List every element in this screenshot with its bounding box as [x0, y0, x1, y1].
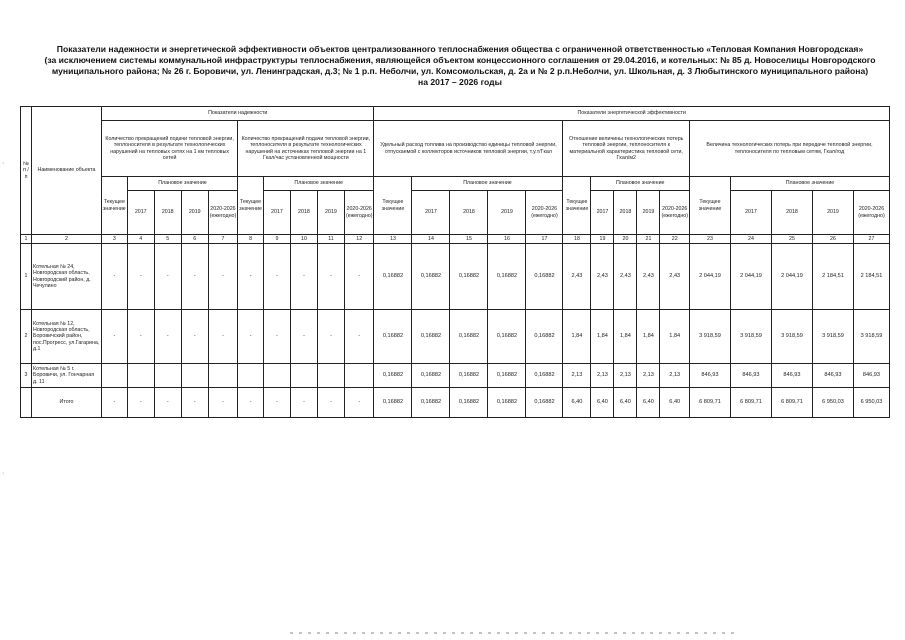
loss-ratio-cell: 2,13 [614, 364, 637, 388]
loss-ratio-cell: 6,40 [591, 388, 614, 418]
year-2019: 2019 [317, 191, 344, 235]
row-name: Итого [32, 388, 102, 418]
fuel-rate-cell: 0,16882 [374, 364, 412, 388]
col-num: 19 [591, 235, 614, 244]
table-row [21, 310, 890, 364]
col-num: 15 [450, 235, 488, 244]
scan-mark: · [2, 470, 5, 477]
fuel-rate-cell: 0,16882 [374, 310, 412, 364]
loss-ratio-cell: 2,43 [660, 244, 690, 310]
col-num: 20 [614, 235, 637, 244]
year-2020-2026: 2020-2026 (ежегодно) [344, 191, 374, 235]
reliability-cell [317, 364, 344, 388]
fuel-rate-cell: 0,16882 [526, 364, 563, 388]
loss-volume-cell: 6 809,71 [730, 388, 771, 418]
loss-ratio-cell: 2,43 [637, 244, 660, 310]
fuel-rate-cell: 0,16882 [412, 244, 450, 310]
scan-artifact [290, 632, 740, 634]
header-num: № п / п [21, 107, 32, 235]
fuel-rate-cell: 0,16882 [526, 310, 563, 364]
loss-ratio-cell: 6,40 [563, 388, 591, 418]
header-eff3: Величина технологических потерь при передаче тепловой энергии, теплоносителя по тепловым сетям, Гкал/год [689, 121, 889, 177]
reliability-cell: - [263, 244, 290, 310]
year-2017: 2017 [730, 191, 771, 235]
loss-volume-cell: 3 918,59 [771, 310, 812, 364]
loss-ratio-cell: 2,43 [614, 244, 637, 310]
col-num: 26 [812, 235, 853, 244]
fuel-rate-cell: 0,16882 [412, 364, 450, 388]
table-row [21, 244, 890, 310]
reliability-cell: - [238, 244, 264, 310]
col-num: 2 [32, 235, 102, 244]
table-row [21, 364, 890, 388]
loss-ratio-cell: 6,40 [660, 388, 690, 418]
header-rel1: Количество прекращений подачи тепловой энергии, теплоносителя в результате технологических нарушений на тепловых сетях на 1 км тепловых сетей [102, 121, 238, 177]
header-rel1-current: Текущее значение [102, 177, 128, 235]
year-2018: 2018 [450, 191, 488, 235]
title-line-4: на 2017 – 2026 годы [418, 77, 502, 87]
year-2020-2026: 2020-2026 (ежегодно) [660, 191, 690, 235]
column-number-row [21, 235, 890, 244]
fuel-rate-cell: 0,16882 [450, 244, 488, 310]
reliability-cell: - [181, 244, 208, 310]
reliability-cell [238, 364, 264, 388]
reliability-cell: - [154, 388, 181, 418]
loss-ratio-cell: 1,84 [660, 310, 690, 364]
loss-volume-cell: 2 044,19 [771, 244, 812, 310]
fuel-rate-cell: 0,16882 [412, 310, 450, 364]
row-num: 2 [21, 310, 32, 364]
reliability-cell: - [181, 310, 208, 364]
year-2019: 2019 [812, 191, 853, 235]
col-num: 22 [660, 235, 690, 244]
header-rel2: Количество прекращений подачи тепловой энергии, теплоносителя в результате технологических нарушений на источниках тепловой энергии на 1 Гкал/час установленной мощности [238, 121, 374, 177]
fuel-rate-cell: 0,16882 [488, 310, 526, 364]
row-num: 1 [21, 244, 32, 310]
col-num: 18 [563, 235, 591, 244]
title-line-2: (за исключением системы коммунальной инфраструктуры теплоснабжения, являющейся объектом концессионного соглашения от 29.04.2016, и котельных: № 85 д. Новоселицы Новгородского [44, 55, 876, 65]
loss-volume-cell: 6 809,71 [771, 388, 812, 418]
header-reliability-group: Показатели надежности [102, 107, 374, 121]
fuel-rate-cell: 0,16882 [412, 388, 450, 418]
header-efficiency-group: Показатели энергетической эффективности [374, 107, 890, 121]
header-eff1-current: Текущее значение [374, 177, 412, 235]
loss-ratio-cell: 6,40 [637, 388, 660, 418]
fuel-rate-cell: 0,16882 [488, 364, 526, 388]
reliability-cell [181, 364, 208, 388]
fuel-rate-cell: 0,16882 [374, 244, 412, 310]
year-2017: 2017 [591, 191, 614, 235]
indicators-table [20, 106, 890, 418]
loss-ratio-cell: 2,13 [660, 364, 690, 388]
loss-volume-cell: 3 918,59 [853, 310, 889, 364]
reliability-cell [127, 364, 154, 388]
col-num: 6 [181, 235, 208, 244]
header-eff3-current: Текущее значение [689, 177, 730, 235]
loss-ratio-cell: 1,84 [563, 310, 591, 364]
loss-ratio-cell: 2,43 [591, 244, 614, 310]
row-num [21, 388, 32, 418]
document-title [30, 44, 890, 88]
loss-ratio-cell: 1,84 [614, 310, 637, 364]
header-eff2-planned: Плановое значение [591, 177, 690, 191]
reliability-cell [263, 364, 290, 388]
loss-volume-cell: 6 950,03 [812, 388, 853, 418]
header-eff2: Отношение величины технологических потерь тепловой энергии, теплоносителя к материальной характеристика тепловой сети, Гкал/м2 [563, 121, 690, 177]
reliability-cell: - [208, 244, 238, 310]
col-num: 27 [853, 235, 889, 244]
reliability-cell: - [238, 388, 264, 418]
year-2020-2026: 2020-2026 (ежегодно) [853, 191, 889, 235]
loss-volume-cell: 846,93 [689, 364, 730, 388]
year-2018: 2018 [290, 191, 317, 235]
loss-volume-cell: 846,93 [812, 364, 853, 388]
fuel-rate-cell: 0,16882 [450, 310, 488, 364]
reliability-cell: - [127, 310, 154, 364]
reliability-cell: - [290, 310, 317, 364]
total-row [21, 388, 890, 418]
header-eff1: Удельный расход топлива на производство единицы тепловой энергии, отпускаемой с коллекторов источников тепловой энергии, т.у.т/Гкал [374, 121, 563, 177]
year-2020-2026: 2020-2026 (ежегодно) [526, 191, 563, 235]
year-2017: 2017 [412, 191, 450, 235]
row-name: Котельная № 12, Новгородская область, Боровичский район, пос.Прогресс, ул.Гагарина, д.1 [32, 310, 102, 364]
col-num: 23 [689, 235, 730, 244]
header-rel1-planned: Плановое значение [127, 177, 238, 191]
col-num: 9 [263, 235, 290, 244]
header-eff1-planned: Плановое значение [412, 177, 563, 191]
reliability-cell: - [238, 310, 264, 364]
year-2018: 2018 [771, 191, 812, 235]
col-num: 3 [102, 235, 128, 244]
year-2018: 2018 [614, 191, 637, 235]
col-num: 10 [290, 235, 317, 244]
reliability-cell: - [102, 310, 128, 364]
header-rel2-planned: Плановое значение [263, 177, 374, 191]
fuel-rate-cell: 0,16882 [488, 388, 526, 418]
col-num: 25 [771, 235, 812, 244]
reliability-cell: - [290, 388, 317, 418]
loss-volume-cell: 3 918,59 [689, 310, 730, 364]
loss-volume-cell: 2 184,51 [853, 244, 889, 310]
reliability-cell: - [127, 388, 154, 418]
loss-volume-cell: 846,93 [853, 364, 889, 388]
scan-mark: · [2, 160, 5, 167]
col-num: 1 [21, 235, 32, 244]
year-2017: 2017 [127, 191, 154, 235]
loss-volume-cell: 2 044,19 [689, 244, 730, 310]
loss-volume-cell: 2 184,51 [812, 244, 853, 310]
year-2019: 2019 [181, 191, 208, 235]
loss-volume-cell: 846,93 [771, 364, 812, 388]
reliability-cell [208, 364, 238, 388]
loss-volume-cell: 2 044,19 [730, 244, 771, 310]
row-name: Котельная № 5 г. Боровичи, ул. Гончарная д. 11 [32, 364, 102, 388]
loss-volume-cell: 846,93 [730, 364, 771, 388]
loss-volume-cell: 3 918,59 [730, 310, 771, 364]
reliability-cell: - [344, 244, 374, 310]
year-2019: 2019 [637, 191, 660, 235]
reliability-cell: - [154, 244, 181, 310]
reliability-cell: - [344, 388, 374, 418]
loss-ratio-cell: 6,40 [614, 388, 637, 418]
col-num: 13 [374, 235, 412, 244]
col-num: 12 [344, 235, 374, 244]
reliability-cell [102, 364, 128, 388]
loss-ratio-cell: 2,13 [637, 364, 660, 388]
fuel-rate-cell: 0,16882 [374, 388, 412, 418]
reliability-cell: - [208, 388, 238, 418]
loss-ratio-cell: 2,13 [591, 364, 614, 388]
reliability-cell: - [127, 244, 154, 310]
loss-volume-cell: 3 918,59 [812, 310, 853, 364]
col-num: 21 [637, 235, 660, 244]
header-name: Наименование объекта [32, 107, 102, 235]
reliability-cell: - [181, 388, 208, 418]
fuel-rate-cell: 0,16882 [450, 364, 488, 388]
fuel-rate-cell: 0,16882 [450, 388, 488, 418]
loss-ratio-cell: 2,43 [563, 244, 591, 310]
loss-ratio-cell: 1,84 [591, 310, 614, 364]
fuel-rate-cell: 0,16882 [526, 244, 563, 310]
col-num: 11 [317, 235, 344, 244]
col-num: 4 [127, 235, 154, 244]
reliability-cell: - [317, 244, 344, 310]
reliability-cell: - [102, 388, 128, 418]
title-line-3: муниципального района; № 26 г. Боровичи, ул. Ленинградская, д.3; № 1 р.п. Неболчи, ул. Комсомольская, д. 2а и № 2 р.п.Неболчи, ул. Школьная, д. 3 Любытинского муниципального района) [51, 66, 869, 76]
reliability-cell: - [102, 244, 128, 310]
row-num: 3 [21, 364, 32, 388]
loss-volume-cell: 6 809,71 [689, 388, 730, 418]
col-num: 24 [730, 235, 771, 244]
reliability-cell [154, 364, 181, 388]
header-eff3-planned: Плановое значение [730, 177, 889, 191]
reliability-cell: - [344, 310, 374, 364]
fuel-rate-cell: 0,16882 [526, 388, 563, 418]
reliability-cell [290, 364, 317, 388]
loss-volume-cell: 6 950,03 [853, 388, 889, 418]
col-num: 16 [488, 235, 526, 244]
title-line-1: Показатели надежности и энергетической эффективности объектов централизованного теплоснабжения общества с ограниченной ответственностью «Тепловая Компания Новгородская» [56, 44, 864, 54]
header-rel2-current: Текущее значение [238, 177, 264, 235]
header-eff2-current: Текущее значение [563, 177, 591, 235]
col-num: 17 [526, 235, 563, 244]
table-body [21, 244, 890, 418]
loss-ratio-cell: 1,84 [637, 310, 660, 364]
col-num: 7 [208, 235, 238, 244]
row-name: Котельная № 24, Новгородская область, Новгородский район, д. Чечулино [32, 244, 102, 310]
reliability-cell: - [263, 310, 290, 364]
loss-ratio-cell: 2,13 [563, 364, 591, 388]
reliability-cell [344, 364, 374, 388]
reliability-cell: - [208, 310, 238, 364]
reliability-cell: - [290, 244, 317, 310]
reliability-cell: - [263, 388, 290, 418]
reliability-cell: - [154, 310, 181, 364]
year-2019: 2019 [488, 191, 526, 235]
col-num: 5 [154, 235, 181, 244]
year-2018: 2018 [154, 191, 181, 235]
year-2020-2026: 2020-2026 (ежегодно) [208, 191, 238, 235]
fuel-rate-cell: 0,16882 [488, 244, 526, 310]
col-num: 14 [412, 235, 450, 244]
year-2017: 2017 [263, 191, 290, 235]
reliability-cell: - [317, 388, 344, 418]
reliability-cell: - [317, 310, 344, 364]
col-num: 8 [238, 235, 264, 244]
